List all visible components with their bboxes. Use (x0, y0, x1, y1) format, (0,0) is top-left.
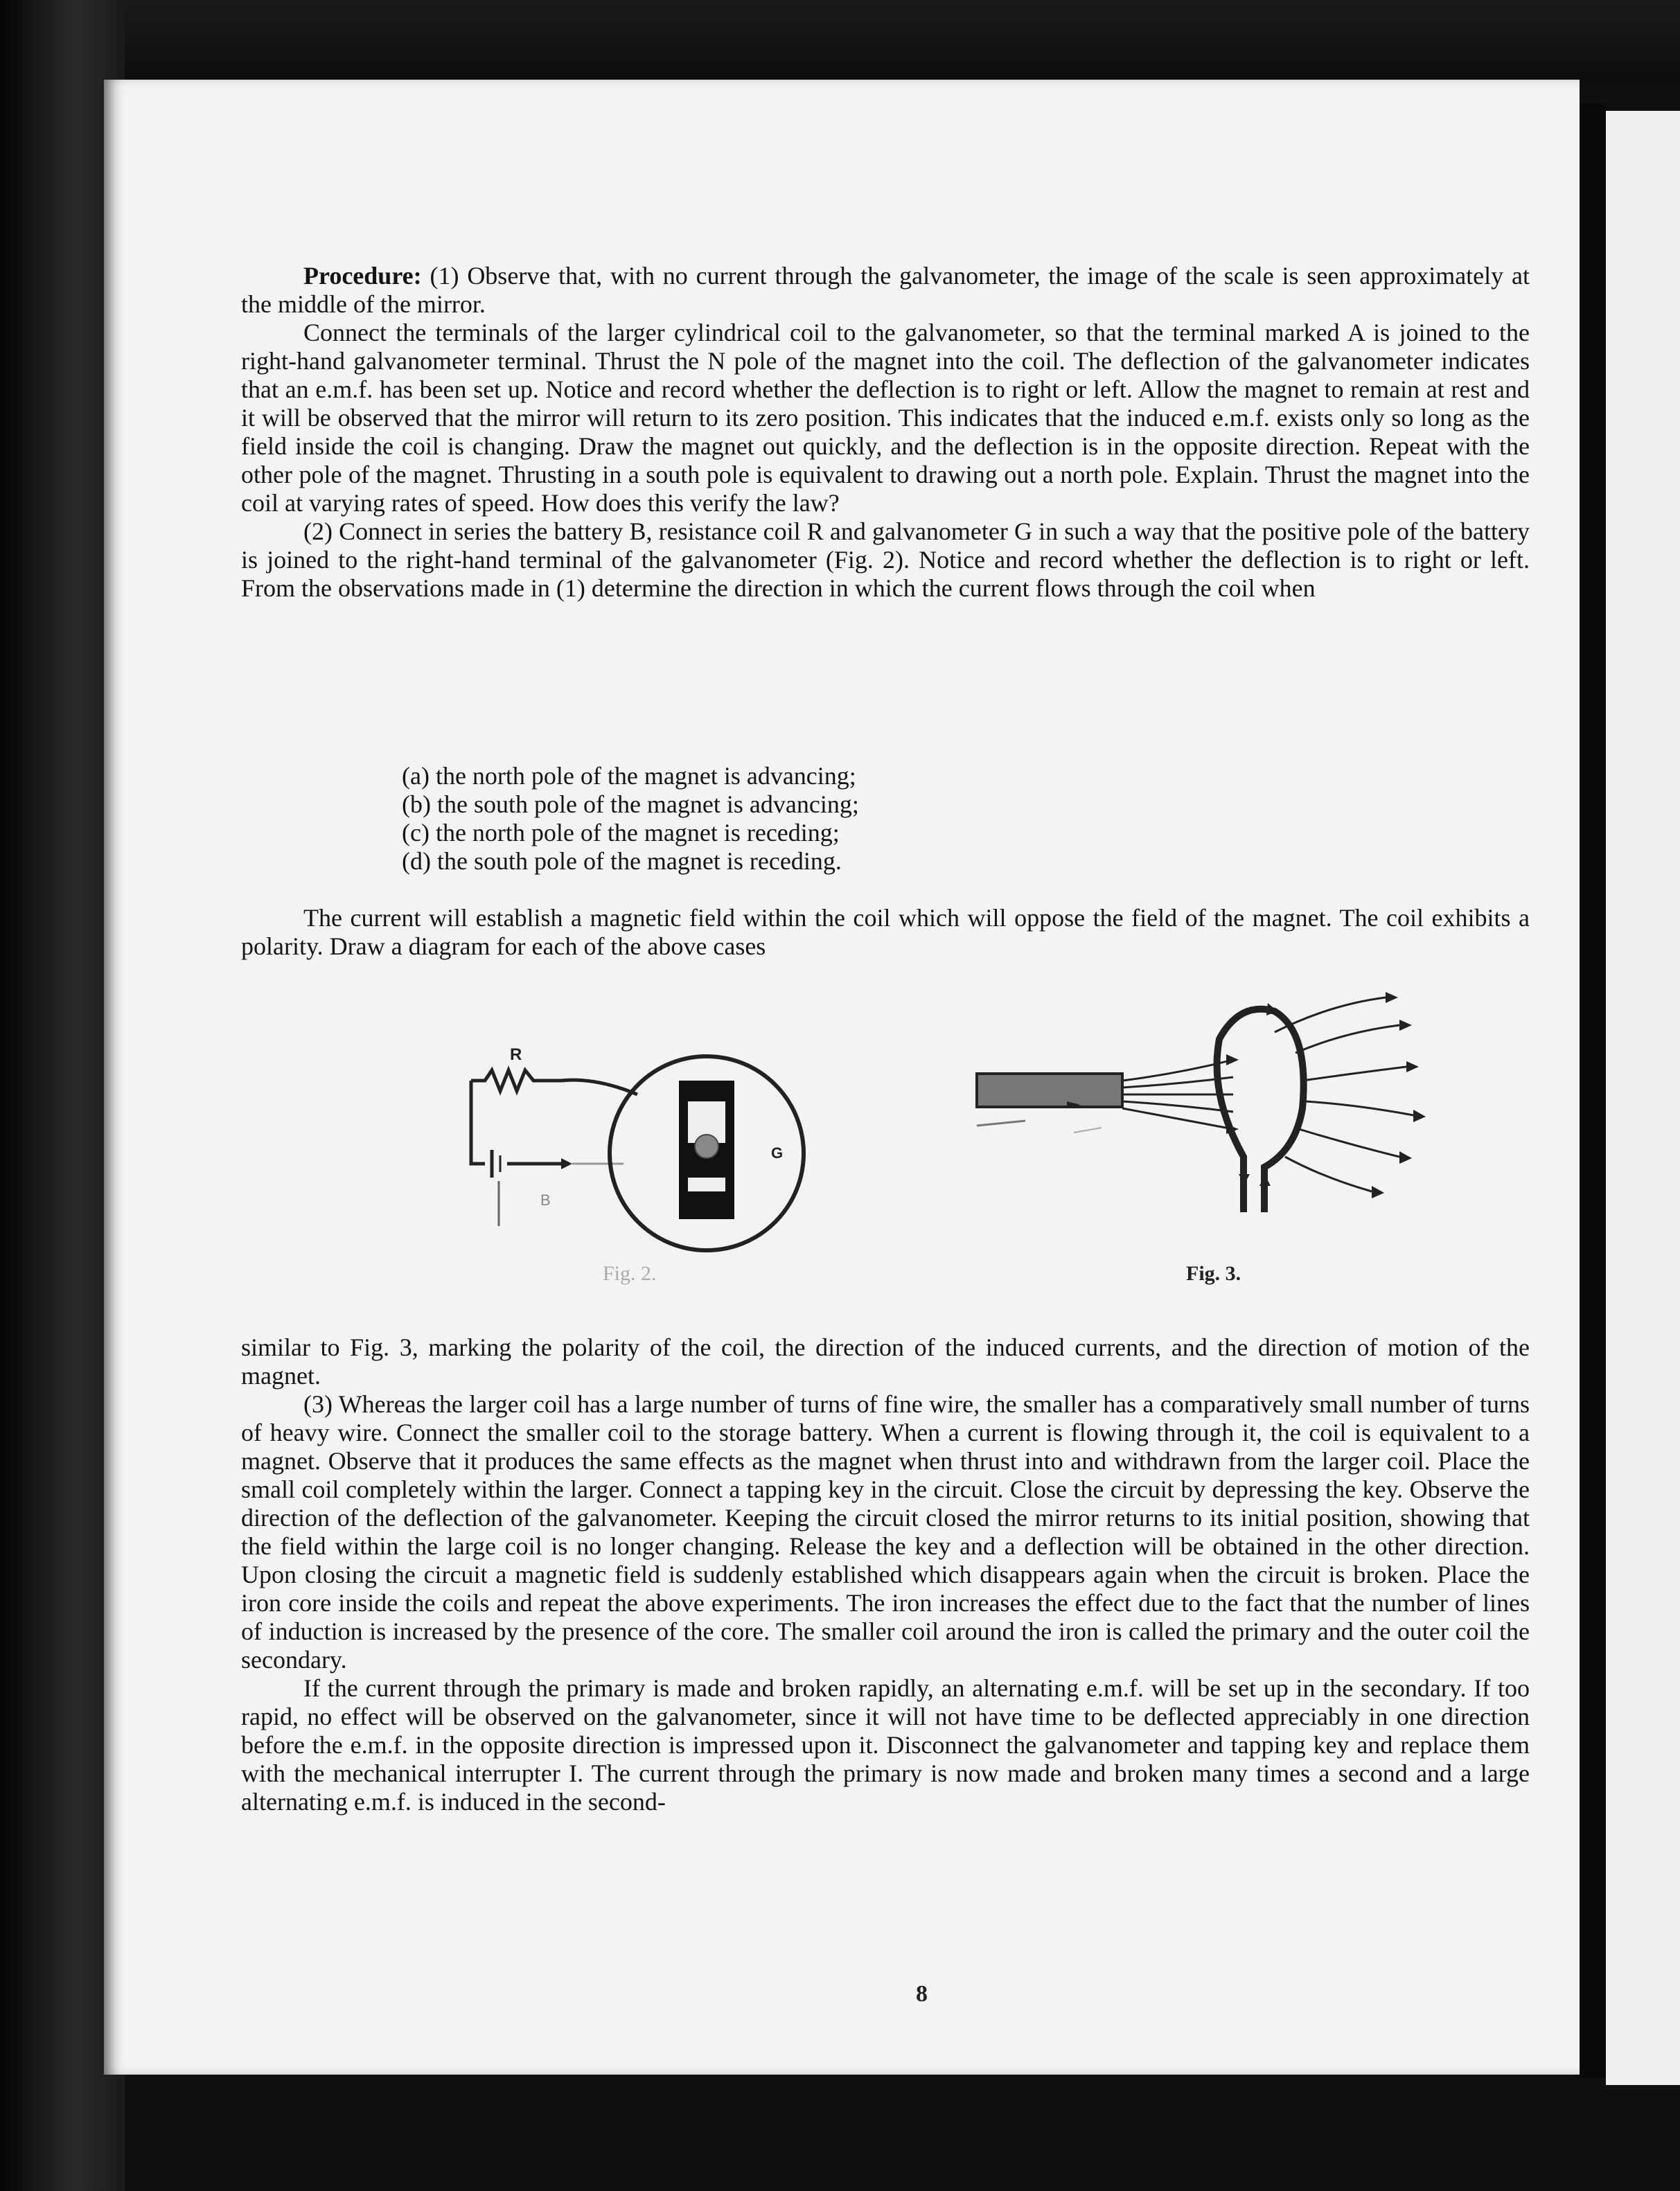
figure-3-caption: Fig. 3. (1186, 1262, 1241, 1285)
paragraph-fig3-reference: similar to Fig. 3, marking the polarity of the coil, the direction of the induced currents, and the direction of motion of the magnet. (241, 1333, 1530, 1390)
list-item: (a) the north pole of the magnet is advancing; (402, 762, 856, 790)
procedure-heading: Procedure: (303, 262, 422, 290)
figure-2-circuit-diagram (457, 1039, 845, 1275)
scan-backdrop-top (0, 0, 1680, 83)
paragraph-coil-connection: Connect the terminals of the larger cylindrical coil to the galvanometer, so that the terminal marked A is joined to the right-hand galvanometer terminal. Thrust the N pole of the magnet into the coil. The deflection of the galvanometer indicates that an e.m.f. has been set up. Notice and record whether the deflection is to right or left. Allow the magnet to remain at rest and it will be observed that the mirror will return to its zero position. This indicates that the induced e.m.f. exists only so long as the field inside the coil is changing. Draw the magnet out quickly, and the deflection is in the opposite direction. Repeat with the other pole of the magnet. Thrusting in a south pole is equivalent to drawing out a north pole. Explain. Thrust the magnet into the coil at varying rates of speed. How does this verify the law? (241, 319, 1530, 517)
page-number: 8 (916, 1981, 928, 2007)
label-b: B (540, 1191, 551, 1209)
lower-section (241, 1333, 1530, 1816)
list-item: (b) the south pole of the magnet is advancing; (402, 790, 859, 818)
figure-3-field-diagram (970, 991, 1427, 1254)
paragraph-opposing-field: The current will establish a magnetic field within the coil which will oppose the field of the magnet. The coil exhibits a polarity. Draw a diagram for each of the above cases (241, 904, 1530, 960)
paragraph-text: (1) Observe that, with no current through the galvanometer, the image of the scale is seen approximately at the middle of the mirror. (241, 262, 1530, 318)
list-item: (d) the south pole of the magnet is receding. (402, 847, 842, 875)
resistor-symbol (471, 1070, 561, 1091)
paragraph-primary-secondary: (3) Whereas the larger coil has a large number of turns of fine wire, the smaller has a comparatively small number of turns of heavy wire. Connect the smaller coil to the storage battery. When a current is flowing through it, the coil is equivalent to a magnet. Observe that it produces the same effects as the magnet when thrust into and withdrawn from the larger coil. Place the small coil completely within the larger. Connect a tapping key in the circuit. Close the circuit by depressing the key. Observe the direction of the deflection of the galvanometer. Keeping the circuit closed the mirror returns to its initial position, showing that the field within the large coil is no longer changing. Release the key and a deflection will be obtained in the other direction. Upon closing the circuit a magnetic field is suddenly established which disappears again when the circuit is broken. Place the iron core inside the coils and repeat the above experiments. The iron increases the effect due to the fact that the number of lines of induction is increased by the presence of the core. The smaller coil around the iron is called the primary and the outer coil the secondary. (241, 1390, 1530, 1674)
label-r: R (510, 1045, 522, 1064)
label-g: G (771, 1144, 784, 1162)
procedure-step-1 (241, 262, 1530, 319)
list-item: (c) the north pole of the magnet is receding; (402, 819, 840, 846)
paragraph-series-circuit: (2) Connect in series the battery B, resistance coil R and galvanometer G in such a way that the positive pole of the battery is joined to the right-hand terminal of the galvanometer (Fig. 2). Notice and record whether the deflection is to right or left. From the observations made in (1) determine the direction in which the current flows through the coil when (241, 517, 1530, 602)
facing-page-edge (1606, 111, 1680, 2085)
bar-magnet (977, 1074, 1122, 1107)
book-gutter (1578, 104, 1606, 2078)
cases-list (402, 762, 1441, 876)
procedure-section (241, 262, 1530, 603)
paragraph-alternating-emf: If the current through the primary is made and broken rapidly, an alternating e.m.f. will be set up in the secondary. If too rapid, no effect will be observed on the galvanometer, since it will not have time to be deflected appreciably in one direction before the e.m.f. in the opposite direction is impressed upon it. Disconnect the galvanometer and tapping key and replace them with the mechanical interrupter I. The current through the primary is now made and broken many times a second and a large alternating e.m.f. is induced in the second- (241, 1674, 1530, 1816)
figure-2-caption: Fig. 2. (603, 1262, 657, 1285)
